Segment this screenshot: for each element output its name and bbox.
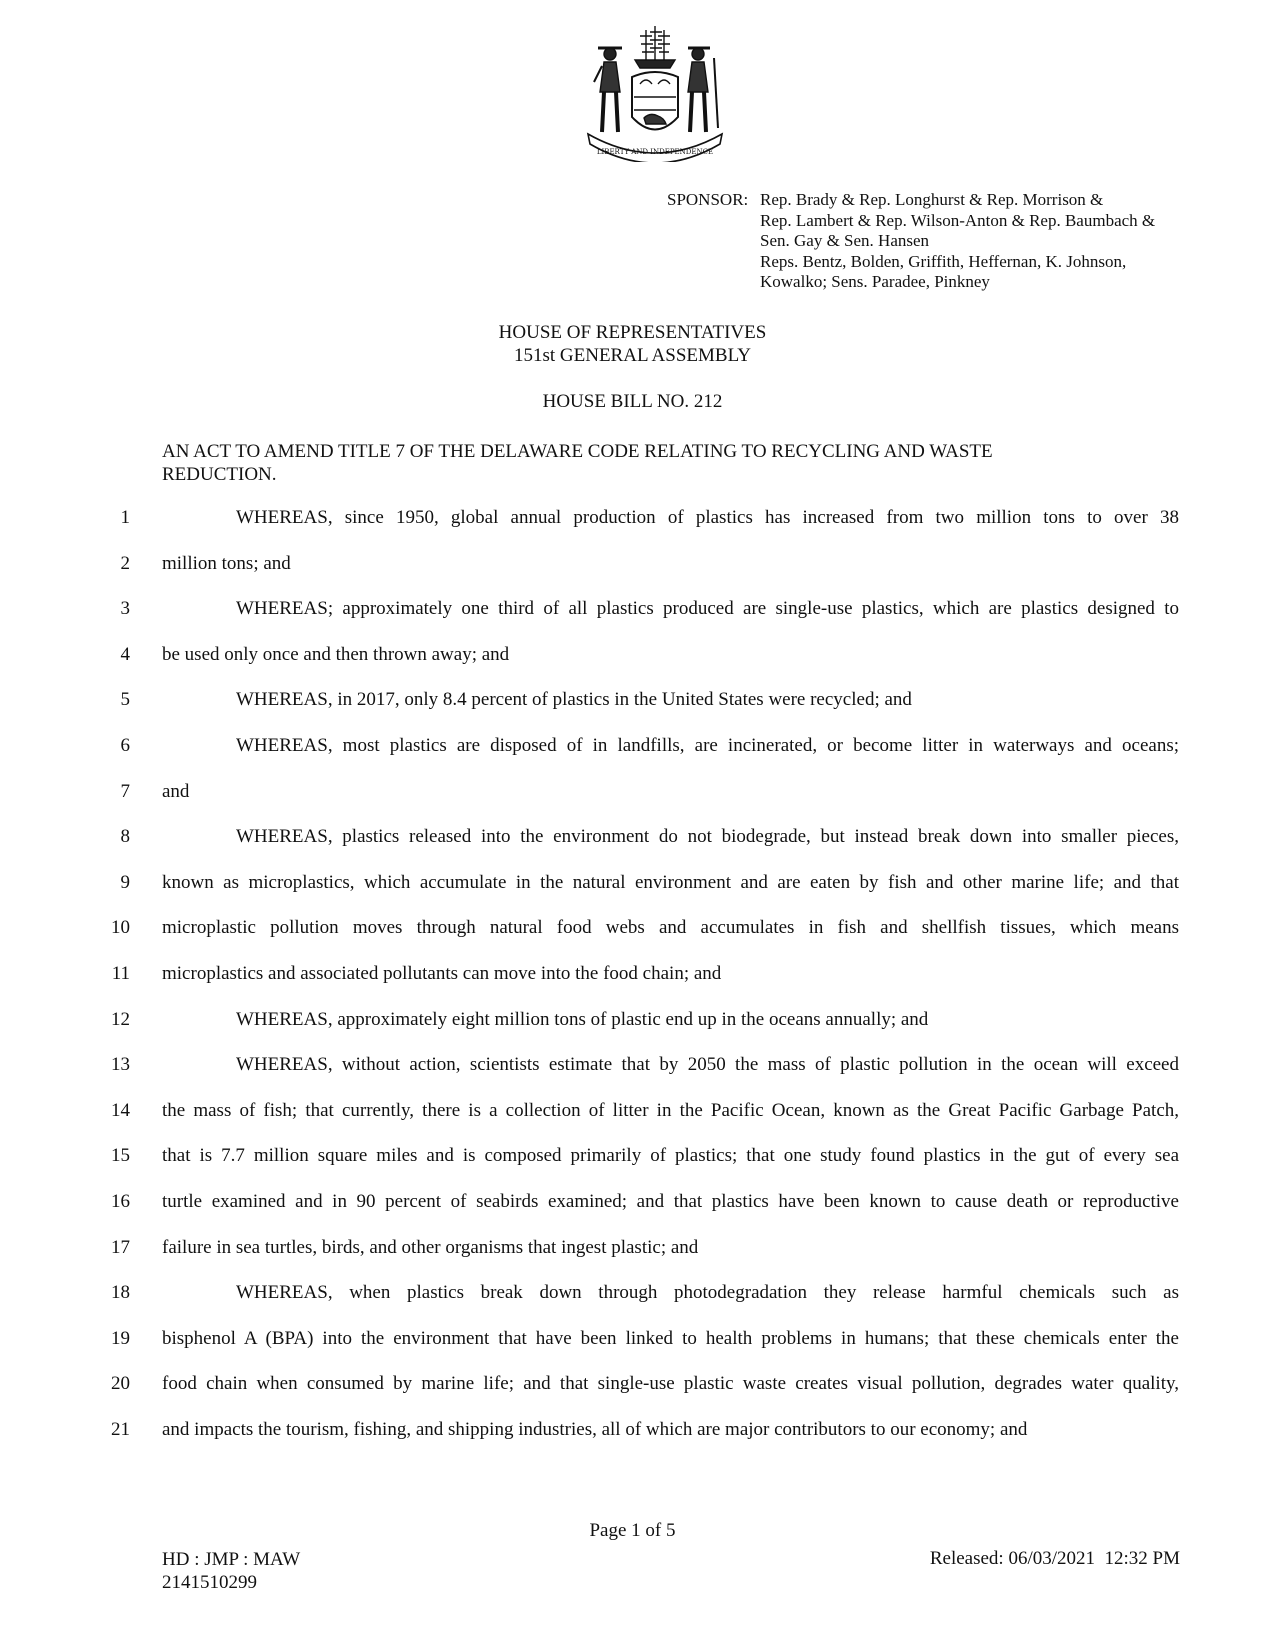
sponsor-line: Sen. Gay & Sen. Hansen: [760, 231, 930, 250]
line-number: 9: [120, 871, 130, 893]
line-text: failure in sea turtles, birds, and other organisms that ingest plastic; and: [162, 1236, 699, 1258]
sponsor-line: Kowalko; Sens. Paradee, Pinkney: [760, 272, 990, 291]
assembly-title: 151st GENERAL ASSEMBLY: [513, 345, 752, 366]
document-number: 2141510299: [162, 1572, 257, 1593]
line-number: 12: [111, 1008, 130, 1030]
sponsor-line: Rep. Lambert & Rep. Wilson-Anton & Rep. Baumbach &: [760, 210, 1156, 230]
bill-number: HOUSE BILL NO. 212: [542, 391, 723, 412]
line-number: 7: [120, 780, 130, 802]
numbered-line: [0, 1191, 1265, 1238]
line-text: food chain when consumed by marine life; and that single-use plastic waste creates visual pollution, degrades water quality,: [162, 1373, 1179, 1395]
line-text: WHEREAS, plastics released into the environment do not biodegrade, but instead break down into smaller pieces,: [236, 826, 1179, 848]
line-number: 10: [111, 917, 130, 939]
numbered-line: [0, 1100, 1265, 1147]
footer-codes: [162, 1548, 300, 1594]
line-number: 18: [111, 1282, 130, 1304]
numbered-line: [0, 963, 1265, 1010]
numbered-line: [0, 1237, 1265, 1284]
line-text: the mass of fish; that currently, there is a collection of litter in the Pacific Ocean, known as the Great Pacific Garbage Patch,: [162, 1099, 1179, 1121]
numbered-line: [0, 598, 1265, 645]
page-number: Page 1 of 5: [589, 1520, 676, 1541]
line-number: 11: [111, 963, 130, 984]
line-number: 14: [111, 1099, 130, 1121]
line-number: 3: [120, 598, 130, 620]
line-text: that is 7.7 million square miles and is composed primarily of plastics; that one study found plastics in the gut of every sea: [162, 1145, 1179, 1167]
line-text: WHEREAS, most plastics are disposed of in landfills, are incinerated, or become litter in waterways and oceans;: [236, 735, 1179, 756]
line-text: WHEREAS; approximately one third of all plastics produced are single-use plastics, which are plastics designed to: [236, 598, 1179, 620]
act-title: AN ACT TO AMEND TITLE 7 OF THE DELAWARE CODE RELATING TO RECYCLING AND WASTE REDUCTION.: [162, 441, 993, 485]
line-text: bisphenol A (BPA) into the environment that have been linked to health problems in humans; that these chemicals enter the: [162, 1327, 1179, 1349]
line-text: and impacts the tourism, fishing, and shipping industries, all of which are major contributors to our economy; and: [162, 1419, 1028, 1440]
numbered-line: [0, 1419, 1265, 1466]
line-number: 17: [111, 1236, 130, 1258]
line-number: 8: [120, 826, 130, 848]
sponsor-names: [760, 190, 1220, 293]
numbered-line: [0, 507, 1265, 554]
line-text: WHEREAS, in 2017, only 8.4 percent of plastics in the United States were recycled; and: [236, 689, 912, 711]
line-text: and: [162, 780, 190, 802]
line-number: 6: [120, 735, 130, 756]
line-text: WHEREAS, when plastics break down through photodegradation they release harmful chemicals such as: [236, 1282, 1179, 1304]
numbered-line: [0, 735, 1265, 782]
numbered-line: [0, 1145, 1265, 1192]
release-date: Released: 06/03/2021 12:32 PM: [929, 1548, 1180, 1569]
numbered-line: [0, 689, 1265, 736]
drafter-code: HD : JMP : MAW: [162, 1549, 301, 1570]
state-seal-icon: [580, 22, 730, 162]
chamber-heading: [0, 321, 1265, 367]
line-number: 2: [120, 552, 130, 574]
sponsor-label: SPONSOR:: [667, 190, 749, 209]
line-number: 16: [111, 1191, 130, 1212]
line-text: known as microplastics, which accumulate in the natural environment and are eaten by fish and other marine life; and that: [162, 871, 1179, 893]
line-number: 19: [111, 1327, 130, 1349]
line-text: microplastic pollution moves through natural food webs and accumulates in fish and shellfish tissues, which means: [162, 917, 1179, 939]
line-number: 15: [111, 1145, 130, 1167]
numbered-line: [0, 872, 1265, 919]
chamber-title: HOUSE OF REPRESENTATIVES: [498, 322, 767, 343]
line-text: be used only once and then thrown away; and: [162, 643, 510, 665]
line-number: 21: [111, 1419, 130, 1440]
numbered-line: [0, 1009, 1265, 1056]
sponsor-line: Rep. Brady & Rep. Longhurst & Rep. Morrison &: [760, 190, 1104, 209]
numbered-line: [0, 1282, 1265, 1329]
numbered-line: [0, 553, 1265, 600]
numbered-line: [0, 1054, 1265, 1101]
line-text: WHEREAS, since 1950, global annual production of plastics has increased from two million tons to over 38: [236, 507, 1179, 528]
line-number: 1: [120, 507, 130, 528]
numbered-line: [0, 1373, 1265, 1420]
line-number: 4: [120, 643, 130, 665]
svg-text:LIBERTY AND INDEPENDENCE: LIBERTY AND INDEPENDENCE: [596, 148, 714, 156]
sponsor-line: Reps. Bentz, Bolden, Griffith, Heffernan, K. Johnson,: [760, 251, 1127, 271]
line-text: WHEREAS, without action, scientists estimate that by 2050 the mass of plastic pollution in the ocean will exceed: [236, 1054, 1179, 1076]
line-text: turtle examined and in 90 percent of seabirds examined; and that plastics have been known to cause death or reproductive: [162, 1191, 1179, 1212]
line-number: 20: [111, 1373, 130, 1395]
line-number: 5: [120, 689, 130, 711]
line-text: microplastics and associated pollutants can move into the food chain; and: [162, 963, 722, 984]
line-number: 13: [111, 1054, 130, 1076]
numbered-line: [0, 1328, 1265, 1375]
numbered-line: [0, 644, 1265, 691]
numbered-line: [0, 781, 1265, 828]
line-text: WHEREAS, approximately eight million tons of plastic end up in the oceans annually; and: [236, 1008, 929, 1030]
numbered-line: [0, 826, 1265, 873]
numbered-line: [0, 917, 1265, 964]
line-text: million tons; and: [162, 552, 291, 574]
